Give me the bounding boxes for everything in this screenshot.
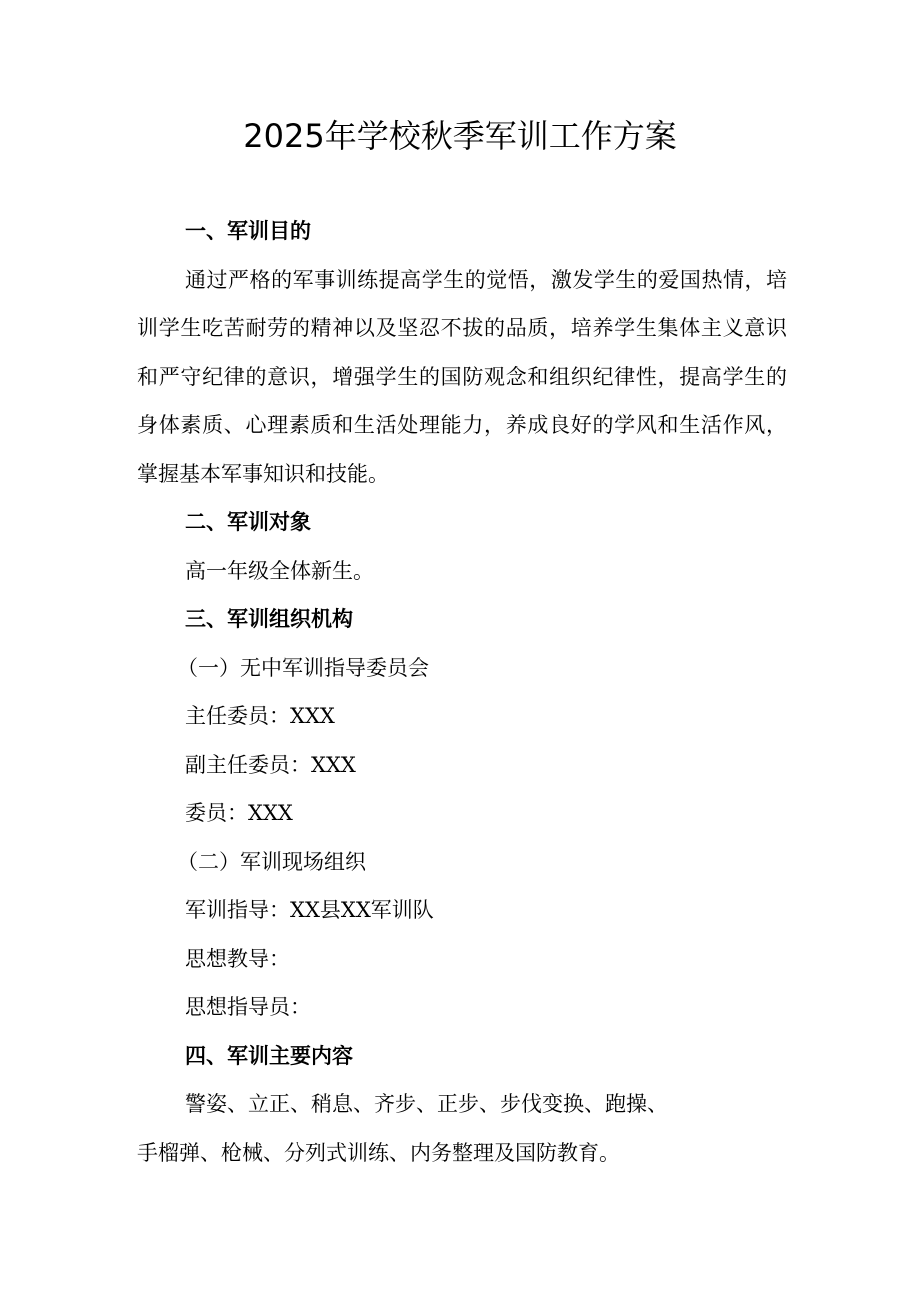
document-title: 2025年学校秋季军训工作方案: [243, 117, 677, 155]
purpose-paragraph: 通过严格的军事训练提高学生的觉悟，激发学生的爱国热情，培训学生吃苦耐劳的精神以及坚忍不拔的品质，培养学生集体主义意识和严守纪律的意识，增强学生的国防观念和组织纪律性，提高学生的身体素质、心理素质和生活处理能力，养成良好的学风和生活作风，掌握基本军事知识和技能。: [137, 267, 787, 486]
content-line-2: 手榴弹、枪械、分列式训练、内务整理及国防教育。: [137, 1140, 620, 1165]
committee-deputy-director: 副主任委员：XXX: [185, 752, 356, 777]
section-heading-purpose: 一、军训目的: [185, 219, 311, 243]
committee-director: 主任委员：XXX: [185, 704, 335, 728]
content-paragraph: [137, 1080, 787, 1177]
content-line-1: 警姿、立正、稍息、齐步、正步、步伐变换、跑操、: [185, 1092, 668, 1116]
committee-members: 委员：XXX: [185, 801, 293, 825]
ideology-teacher: 思想教导：: [185, 946, 290, 971]
document-body: [137, 207, 787, 1177]
target-text: 高一年级全体新生。: [185, 558, 374, 583]
subsection-field-organization: （二）军训现场组织: [177, 849, 366, 874]
ideology-guide: 思想指导员：: [185, 995, 311, 1019]
section-heading-target: 二、军训对象: [185, 510, 311, 534]
section-heading-content: 四、军训主要内容: [185, 1043, 353, 1068]
section-heading-organization: 三、军训组织机构: [185, 607, 353, 631]
subsection-committee: （一）无中军训指导委员会: [177, 655, 429, 680]
field-instructor: 军训指导：XX县XX军训队: [185, 898, 434, 922]
